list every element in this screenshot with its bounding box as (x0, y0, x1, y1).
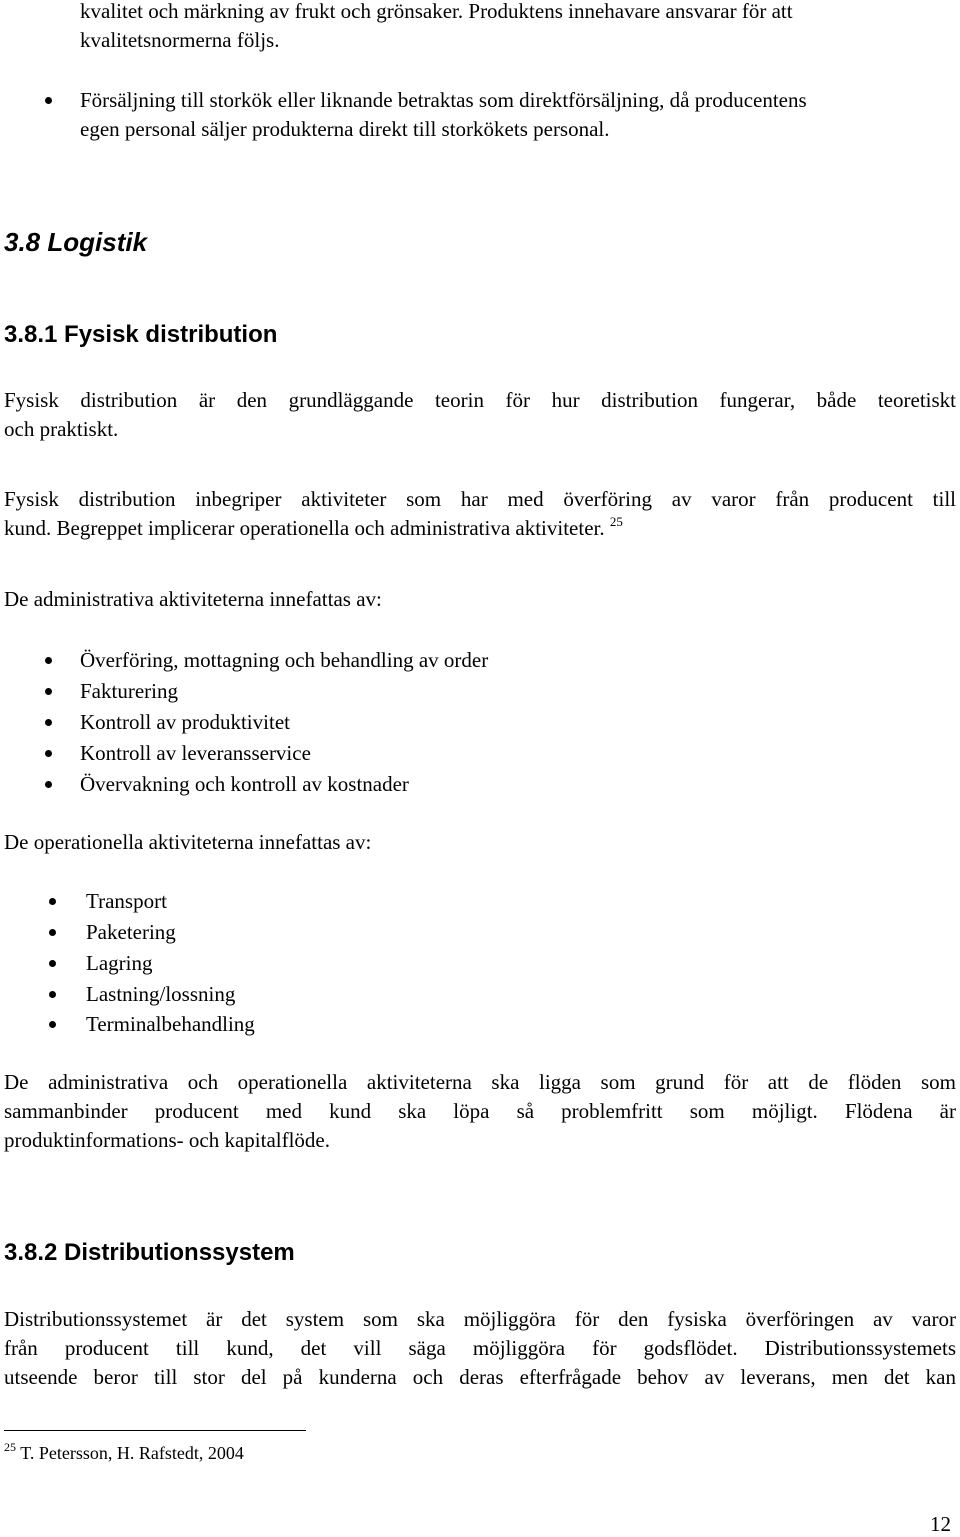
list-item: Fakturering (80, 679, 178, 703)
paragraph-line: Fysisk distribution är den grundläggande teorin för hur distribution fungerar, både teoretiskt (4, 388, 956, 412)
footnote-number: 25 (4, 1440, 16, 1454)
paragraph-line: utseende beror till stor del på kunderna och deras efterfrågade behov av leverans, men det kan (4, 1365, 956, 1389)
page-number: 12 (930, 1512, 951, 1536)
paragraph-line: sammanbinder producent med kund ska löpa så problemfritt som möjligt. Flödena är (4, 1099, 956, 1123)
footnote-text: T. Petersson, H. Rafstedt, 2004 (20, 1443, 244, 1463)
bullet-icon (45, 719, 52, 726)
top-paragraph-line-1: kvalitet och märkning av frukt och grönsaker. Produktens innehavare ansvarar för att (80, 0, 793, 23)
top-bullet-line-1: Försäljning till storkök eller liknande betraktas som direktförsäljning, då producentens (80, 88, 807, 112)
list-item: Kontroll av leveransservice (80, 741, 311, 765)
admin-intro: De administrativa aktiviteterna innefattas av: (4, 587, 382, 611)
list-item: Lastning/lossning (86, 982, 236, 1006)
paragraph-line: från producent till kund, det vill säga möjliggöra för godsflödet. Distributionssystemets (4, 1336, 956, 1360)
bullet-icon (45, 97, 52, 104)
footnote-reference[interactable]: 25 (609, 514, 623, 529)
bullet-icon (49, 1021, 56, 1028)
paragraph-summary (4, 1068, 956, 1155)
footnote (4, 1441, 244, 1465)
list-item: Kontroll av produktivitet (80, 710, 290, 734)
top-paragraph-line-2: kvalitetsnormerna följs. (80, 28, 280, 52)
paragraph-line: Fysisk distribution inbegriper aktiviteter som har med överföring av varor från producent till (4, 487, 956, 511)
list-item: Lagring (86, 951, 153, 975)
paragraph-fysisk-distribution (4, 386, 956, 444)
list-item: Övervakning och kontroll av kostnader (80, 772, 409, 796)
paragraph-distributionssystem (4, 1305, 956, 1392)
bullet-icon (45, 750, 52, 757)
footnote-separator (4, 1430, 306, 1431)
bullet-icon (49, 929, 56, 936)
list-item: Överföring, mottagning och behandling av order (80, 648, 489, 672)
section-heading-3-8: 3.8 Logistik (4, 227, 148, 257)
bullet-icon (45, 781, 52, 788)
paragraph-line: Distributionssystemet är det system som ska möjliggöra för den fysiska överföringen av varor (4, 1307, 956, 1331)
list-item: Transport (86, 889, 167, 913)
paragraph-line: De administrativa och operationella aktiviteterna ska ligga som grund för att de flöden som (4, 1070, 956, 1094)
section-heading-3-8-1: 3.8.1 Fysisk distribution (4, 321, 278, 348)
bullet-icon (49, 898, 56, 905)
top-bullet-line-2: egen personal säljer produkterna direkt till storkökets personal. (80, 117, 610, 141)
bullet-icon (49, 991, 56, 998)
bullet-icon (45, 688, 52, 695)
list-item: Terminalbehandling (86, 1012, 255, 1036)
section-heading-3-8-2: 3.8.2 Distributionssystem (4, 1239, 295, 1266)
paragraph-inbegriper (4, 485, 956, 543)
paragraph-line: produktinformations- och kapitalflöde. (4, 1128, 331, 1152)
list-item: Paketering (86, 920, 176, 944)
operational-intro: De operationella aktiviteterna innefattas av: (4, 830, 372, 854)
bullet-icon (49, 960, 56, 967)
paragraph-line: kund. Begreppet implicerar operationella och administrativa aktiviteter. (4, 516, 605, 540)
bullet-icon (45, 657, 52, 664)
paragraph-line: och praktiskt. (4, 417, 119, 441)
